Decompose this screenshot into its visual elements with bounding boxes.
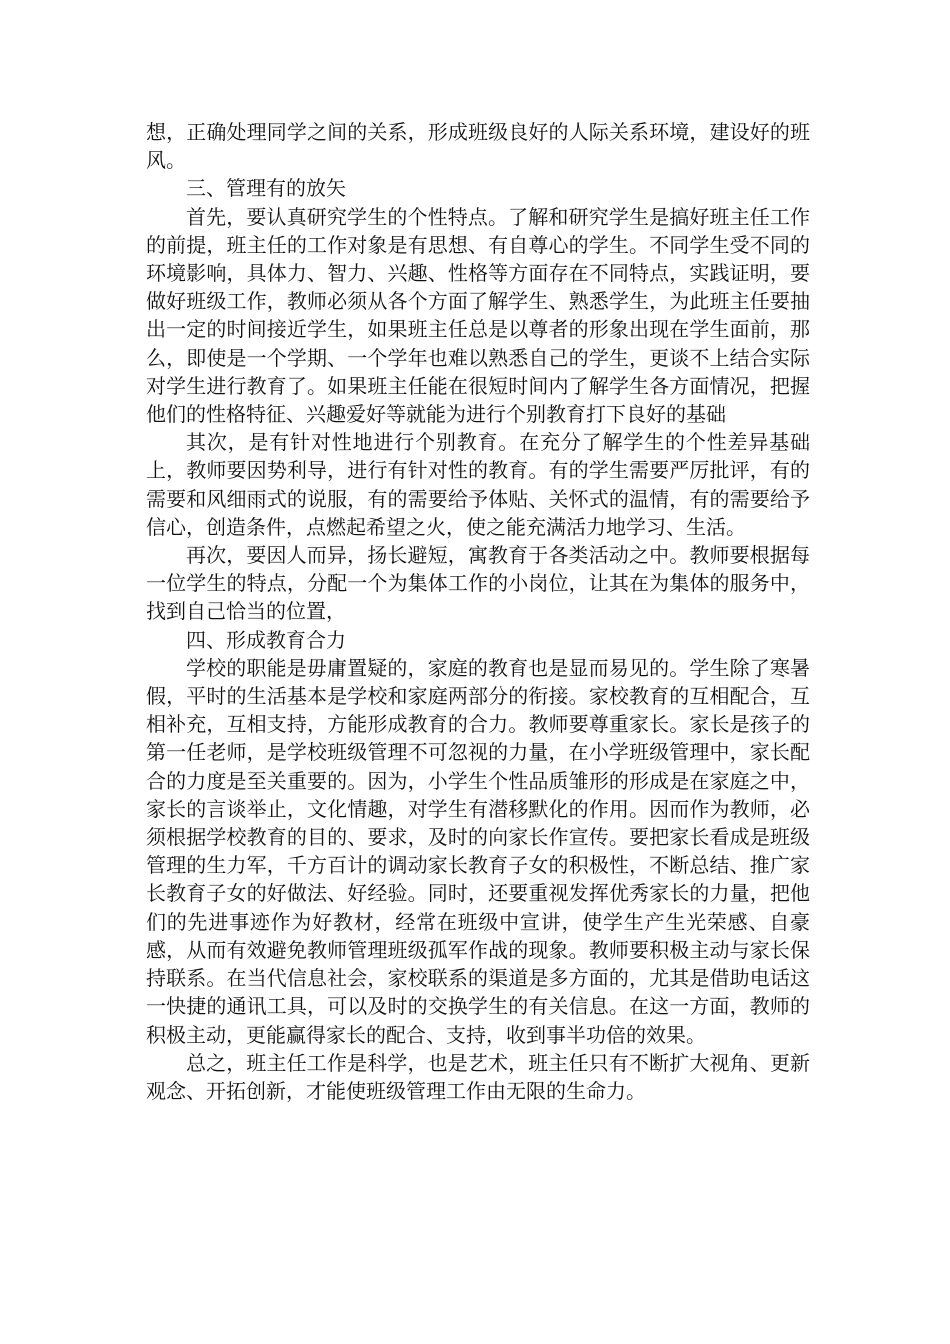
paragraph-conclusion: 总之，班主任工作是科学，也是艺术，班主任只有不断扩大视角、更新观念、开拓创新，才能使班级管理工作由无限的生命力。 (146, 1050, 810, 1103)
paragraph-first: 首先，要认真研究学生的个性特点。了解和研究学生是搞好班主任工作的前提，班主任的工作对象是有思想、有自尊心的学生。不同学生受不同的环境影响，具体力、智力、兴趣、性格等方面存在不同特点，实践证明，要做好班级工作，教师必须从各个方面了解学生、熟悉学生，为此班主任要抽出一定的时间接近学生，如果班主任总是以尊者的形象出现在学生面前，那么，即使是一个学期、一个学年也难以熟悉自己的学生，更谈不上结合实际对学生进行教育了。如果班主任能在很短时间内了解学生各方面情况，把握他们的性格特征、兴趣爱好等就能为进行个别教育打下良好的基础 (146, 204, 810, 427)
paragraph-home-school: 学校的职能是毋庸置疑的，家庭的教育也是显而易见的。学生除了寒暑假，平时的生活基本是学校和家庭两部分的衔接。家校教育的互相配合，互相补充，互相支持，方能形成教育的合力。教师要尊重家长。家长是孩子的第一任老师，是学校班级管理不可忽视的力量，在小学班级管理中，家长配合的力度是至关重要的。因为，小学生个性品质雏形的形成是在家庭之中，家长的言谈举止，文化情趣，对学生有潜移默化的作用。因而作为教师，必须根据学校教育的目的、要求，及时的向家长作宣传。要把家长看成是班级管理的生力军，千方百计的调动家长教育子女的积极性，不断总结、推广家长教育子女的好做法、好经验。同时，还要重视发挥优秀家长的力量，把他们的先进事迹作为好教材，经常在班级中宣讲，使学生产生光荣感、自豪感，从而有效避免教师管理班级孤军作战的现象。教师要积极主动与家长保持联系。在当代信息社会，家校联系的渠道是多方面的，尤其是借助电话这一快捷的通讯工具，可以及时的交换学生的有关信息。在这一方面，教师的积极主动，更能赢得家长的配合、支持，收到事半功倍的效果。 (146, 655, 810, 1047)
paragraph-second: 其次，是有针对性地进行个别教育。在充分了解学生的个性差异基础上，教师要因势利导，进行有针对性的教育。有的学生需要严厉批评，有的需要和风细雨式的说服，有的需要给予体贴、关怀式的温情，有的需要给予信心，创造条件，点燃起希望之火，使之能充满活力地学习、生活。 (146, 430, 810, 539)
section-heading-4: 四、形成教育合力 (186, 627, 346, 652)
paragraph-third: 再次，要因人而异，扬长避短，寓教育于各类活动之中。教师要根据每一位学生的特点，分配一个为集体工作的小岗位，让其在为集体的服务中，找到自己恰当的位置， (146, 543, 810, 624)
section-heading-3: 三、管理有的放矢 (186, 176, 346, 201)
paragraph-continuation: 想，正确处理同学之间的关系，形成班级良好的人际关系环境，建设好的班风。 (146, 120, 810, 173)
document-page (146, 118, 810, 1105)
